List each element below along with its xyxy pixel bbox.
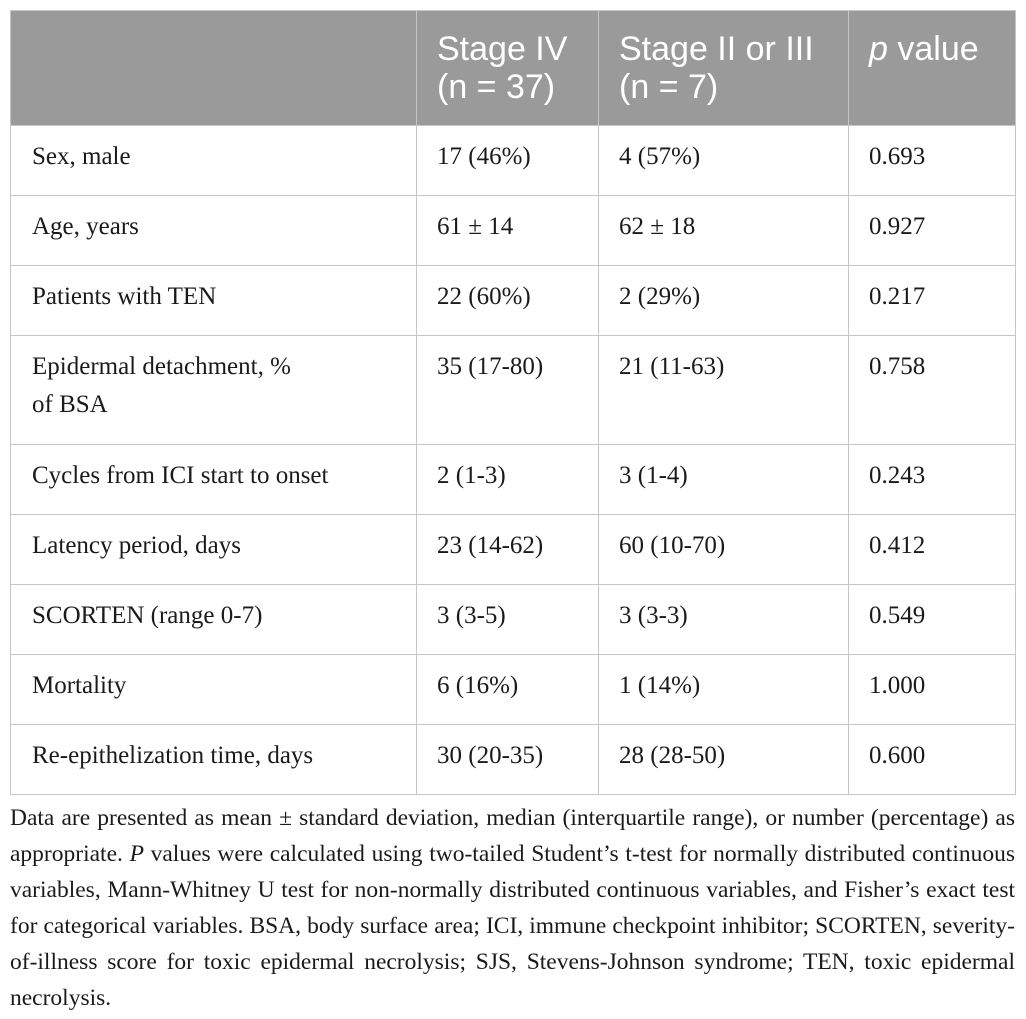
row-label: Patients with TEN xyxy=(32,283,217,310)
row-label-cell xyxy=(11,336,417,445)
footnote-part2: values were calculated using two-tailed Student’s t-test for normally distributed continuous variables, Mann-Whitney U test for non-normally distributed continuous variables, and Fisher’s exact test for categorical variables. BSA, body surface area; ICI, immune checkpoint inhibitor; SCORTEN, severity-of-illness score for toxic epidermal necrolysis; SJS, Stevens-Johnson syndrome; TEN, toxic epidermal necrolysis. xyxy=(10,841,1015,1011)
header-stage-ii-iii-line2: (n = 7) xyxy=(619,68,719,106)
stage-iv-cell: 35 (17-80) xyxy=(417,336,599,445)
row-label-cell xyxy=(11,725,417,795)
stage-iv-cell: 2 (1-3) xyxy=(417,445,599,515)
row-label-cell xyxy=(11,655,417,725)
p-value-cell: 0.243 xyxy=(849,445,1016,515)
table-body xyxy=(11,126,1016,795)
header-p-rest: value xyxy=(887,30,979,68)
row-label-cell xyxy=(11,515,417,585)
stage-iv-cell: 30 (20-35) xyxy=(417,725,599,795)
stage-iv-cell: 23 (14-62) xyxy=(417,515,599,585)
stage-ii-iii-cell: 21 (11-63) xyxy=(599,336,849,445)
table-row xyxy=(11,196,1016,266)
header-p-italic: p xyxy=(869,30,888,68)
stage-iv-cell: 6 (16%) xyxy=(417,655,599,725)
p-value-cell: 0.927 xyxy=(849,196,1016,266)
row-label: Age, years xyxy=(32,213,139,240)
row-label-cell xyxy=(11,266,417,336)
results-table xyxy=(10,10,1016,795)
p-value-cell: 0.600 xyxy=(849,725,1016,795)
p-value-cell: 1.000 xyxy=(849,655,1016,725)
header-row xyxy=(11,11,1016,126)
stage-iv-cell: 3 (3-5) xyxy=(417,585,599,655)
table-row xyxy=(11,515,1016,585)
stage-ii-iii-cell: 60 (10-70) xyxy=(599,515,849,585)
table-row xyxy=(11,336,1016,445)
footnote-part1: Data are presented as mean ± standard deviation, median (interquartile range), or number (percentage) as appropriate. xyxy=(10,805,1015,867)
row-label: Epidermal detachment, % xyxy=(32,353,291,380)
row-label: Re-epithelization time, days xyxy=(32,742,314,769)
row-label-line2: of BSA xyxy=(32,391,108,418)
header-stage-ii-iii-line1: Stage II or III xyxy=(619,30,814,68)
header-stage-iv-line2: (n = 37) xyxy=(437,68,556,106)
stage-iv-cell: 61 ± 14 xyxy=(417,196,599,266)
header-stage-ii-iii xyxy=(599,11,849,126)
p-value-cell: 0.217 xyxy=(849,266,1016,336)
row-label: Latency period, days xyxy=(32,532,241,559)
header-p-value xyxy=(849,11,1016,126)
stage-ii-iii-cell: 62 ± 18 xyxy=(599,196,849,266)
table-row xyxy=(11,126,1016,196)
table-row xyxy=(11,445,1016,515)
row-label-cell xyxy=(11,585,417,655)
header-stage-iv xyxy=(417,11,599,126)
stage-iv-cell: 17 (46%) xyxy=(417,126,599,196)
p-value-cell: 0.549 xyxy=(849,585,1016,655)
p-value-cell: 0.693 xyxy=(849,126,1016,196)
header-stage-iv-line1: Stage IV xyxy=(437,30,568,68)
stage-ii-iii-cell: 4 (57%) xyxy=(599,126,849,196)
results-table-container xyxy=(10,10,1015,795)
table-row xyxy=(11,266,1016,336)
stage-ii-iii-cell: 28 (28-50) xyxy=(599,725,849,795)
header-cell-blank xyxy=(11,11,417,126)
row-label: Sex, male xyxy=(32,143,131,170)
table-row xyxy=(11,655,1016,725)
footnote-p-italic: P xyxy=(129,841,144,867)
row-label-cell xyxy=(11,126,417,196)
stage-iv-cell: 22 (60%) xyxy=(417,266,599,336)
table-row xyxy=(11,585,1016,655)
p-value-cell: 0.758 xyxy=(849,336,1016,445)
table-footnote xyxy=(10,800,1015,1016)
p-value-cell: 0.412 xyxy=(849,515,1016,585)
row-label: SCORTEN (range 0-7) xyxy=(32,602,263,629)
row-label: Mortality xyxy=(32,672,127,699)
row-label: Cycles from ICI start to onset xyxy=(32,462,329,489)
table-header xyxy=(11,11,1016,126)
stage-ii-iii-cell: 3 (3-3) xyxy=(599,585,849,655)
stage-ii-iii-cell: 3 (1-4) xyxy=(599,445,849,515)
row-label-cell xyxy=(11,445,417,515)
stage-ii-iii-cell: 1 (14%) xyxy=(599,655,849,725)
row-label-cell xyxy=(11,196,417,266)
table-row xyxy=(11,725,1016,795)
stage-ii-iii-cell: 2 (29%) xyxy=(599,266,849,336)
